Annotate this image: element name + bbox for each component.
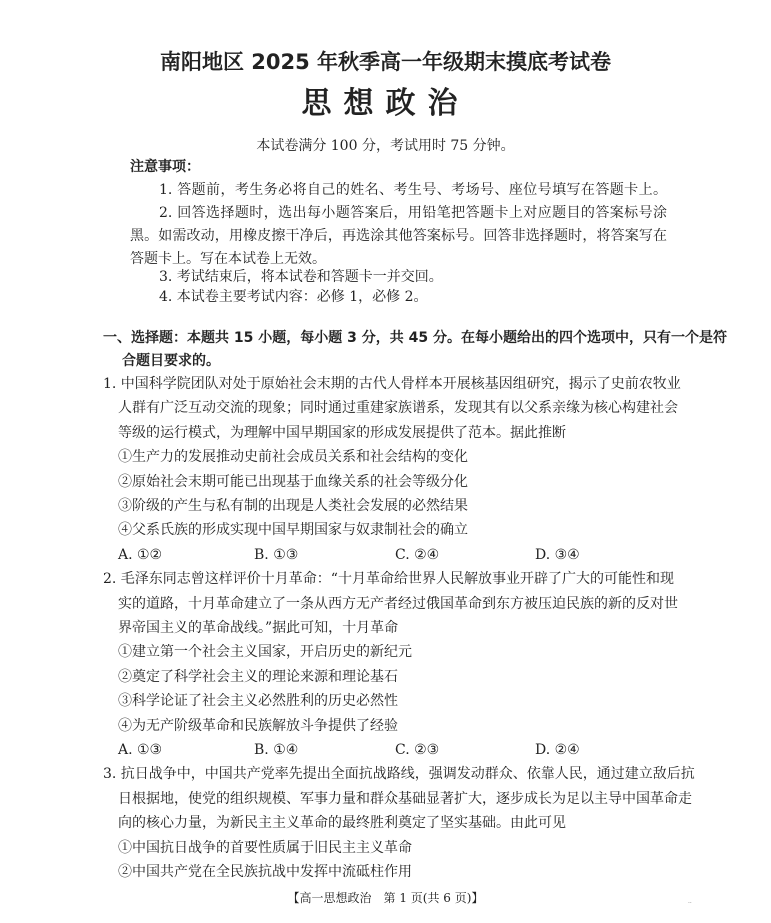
question-stem: 向的核心力量，为新民主主义革命的最终胜利奠定了坚实基础。由此可见 (118, 815, 566, 831)
question-stem: 界帝国主义的革命战线。”据此可知，十月革命 (118, 620, 399, 636)
question-statement: ③阶级的产生与私有制的出现是人类社会发展的必然结果 (118, 498, 468, 514)
question-stem: 1. 中国科学院团队对处于原始社会末期的古代人骨样本开展核基因组研究，揭示了史前农牧业 (103, 376, 681, 392)
question-stem: 3. 抗日战争中，中国共产党率先提出全面抗战路线，强调发动群众、依靠人民，通过建立敌后抗 (103, 766, 695, 782)
question-statement: ③科学论证了社会主义必然胜利的历史必然性 (118, 693, 398, 709)
notice-heading: 注意事项： (130, 159, 200, 175)
answer-choice: A. ①② (118, 547, 163, 563)
question-stem: 等级的运行模式，为理解中国早期国家的形成发展提供了范本。据此推断 (118, 425, 566, 441)
notice-line: 黑。如需改动，用橡皮擦干净后，再选涂其他答案标号。回答非选择题时，将答案写在 (130, 228, 667, 244)
notice-line: 3. 考试结束后，将本试卷和答题卡一并交回。 (159, 269, 443, 285)
answer-choice: D. ②④ (535, 742, 580, 758)
notice-line: 4. 本试卷主要考试内容：必修 1，必修 2。 (159, 289, 428, 305)
exam-title: 南阳地区 2025 年秋季高一年级期末摸底考试卷 (159, 50, 612, 74)
question-stem: 日根据地，使党的组织规模、军事力量和群众基础显著扩大，逐步成长为足以主导中国革命走 (118, 791, 692, 807)
answer-choice: C. ②③ (395, 742, 440, 758)
exam-info: 本试卷满分 100 分，考试用时 75 分钟。 (256, 138, 515, 154)
question-statement: ④父系氏族的形成实现中国早期国家与奴隶制社会的确立 (118, 522, 468, 538)
answer-choice: C. ②④ (395, 547, 440, 563)
question-statement: ①中国抗日战争的首要性质属于旧民主主义革命 (118, 840, 412, 856)
question-statement: ②中国共产党在全民族抗战中发挥中流砥柱作用 (118, 864, 412, 880)
section-heading: 合题目要求的。 (122, 353, 220, 369)
page-footer: 【高一思想政治 第 1 页(共 6 页)】 (287, 891, 484, 905)
section-heading: 一、选择题：本题共 15 小题，每小题 3 分，共 45 分。在每小题给出的四个选项中，只有一个是符 (103, 330, 727, 346)
answer-choice: A. ①③ (118, 742, 163, 758)
question-statement: ②原始社会末期可能已出现基于血缘关系的社会等级分化 (118, 474, 468, 490)
answer-choice: D. ③④ (535, 547, 580, 563)
notice-line: 1. 答题前，考生务必将自己的姓名、考生号、考场号、座位号填写在答题卡上。 (159, 182, 667, 198)
question-stem: 人群有广泛互动交流的现象；同时通过重建家族谱系，发现其有以父系亲缘为核心构建社会 (118, 400, 678, 416)
answer-choice: B. ①③ (254, 547, 299, 563)
question-statement: ②奠定了科学社会主义的理论来源和理论基石 (118, 669, 398, 685)
corner-mark: ·· (688, 900, 692, 907)
answer-choice: B. ①④ (254, 742, 299, 758)
question-stem: 实的道路，十月革命建立了一条从西方无产者经过俄国革命到东方被压迫民族的新的反对世 (118, 596, 678, 612)
question-stem: 2. 毛泽东同志曾这样评价十月革命：“十月革命给世界人民解放事业开辟了广大的可能性和现 (103, 571, 674, 587)
question-statement: ④为无产阶级革命和民族解放斗争提供了经验 (118, 718, 398, 734)
question-statement: ①生产力的发展推动史前社会成员关系和社会结构的变化 (118, 449, 468, 465)
question-statement: ①建立第一个社会主义国家，开启历史的新纪元 (118, 644, 412, 660)
subject-title: 思想政治 (301, 86, 470, 121)
notice-line: 2. 回答选择题时，选出每小题答案后，用铅笔把答题卡上对应题目的答案标号涂 (159, 205, 667, 221)
notice-line: 答题卡上。写在本试卷上无效。 (130, 251, 326, 267)
